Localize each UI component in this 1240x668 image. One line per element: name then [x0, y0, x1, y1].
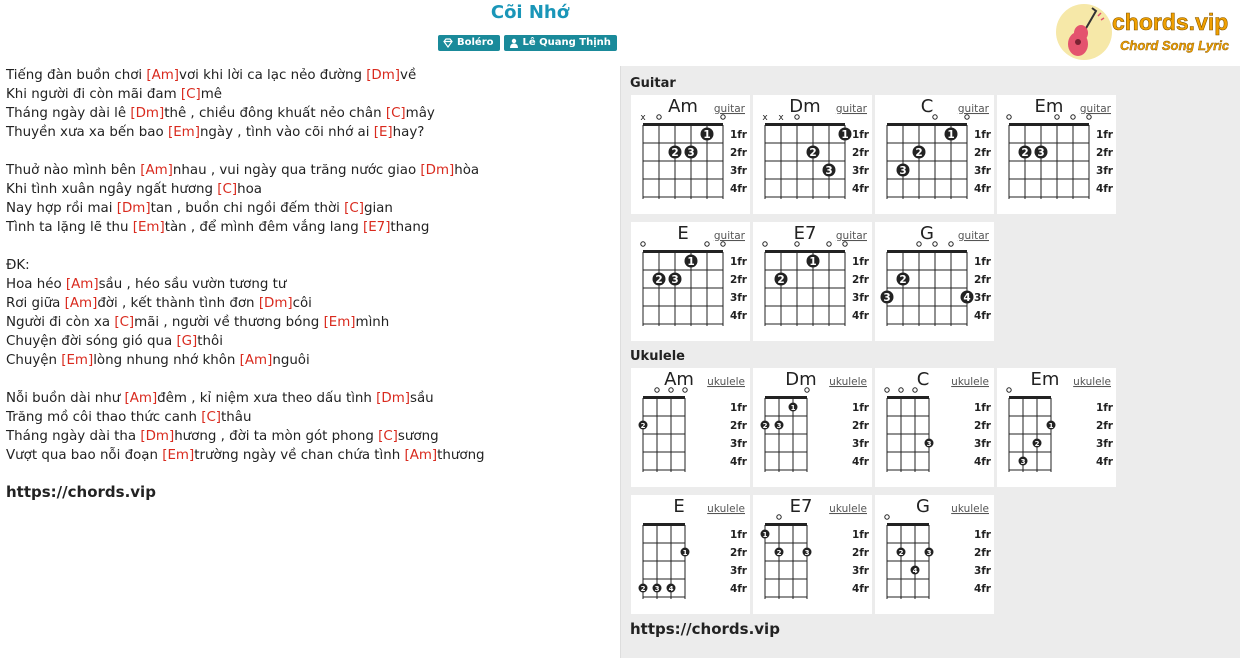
- open-string-mark: [655, 388, 659, 392]
- logo-brand: chords.vip: [1112, 9, 1229, 35]
- lyric-line: [6, 408, 612, 427]
- lyric-text: vơi khi lời ca lạc nẻo đường: [179, 68, 367, 83]
- open-string-mark: [917, 242, 921, 246]
- user-icon: [509, 38, 519, 48]
- muted-string-mark: x: [640, 113, 646, 123]
- chord-card-guitar-e7[interactable]: [753, 222, 872, 341]
- finger-number: 2: [915, 147, 923, 159]
- instrument-link: ukulele: [829, 376, 867, 388]
- lyric-text: đêm , kỉ niệm xưa theo dấu tình: [157, 391, 377, 406]
- chord-name: G: [920, 223, 934, 244]
- muted-string-mark: x: [762, 113, 768, 123]
- chord-link[interactable]: [Em]: [132, 220, 165, 235]
- chord-link[interactable]: [C]: [114, 315, 135, 330]
- lyric-text: Chuyện: [6, 353, 62, 368]
- instrument-link: ukulele: [951, 376, 989, 388]
- author-tag[interactable]: [504, 35, 617, 51]
- fret-label: 2fr: [851, 420, 869, 432]
- chord-link[interactable]: [Am]: [64, 296, 98, 311]
- lyric-line: [6, 218, 612, 237]
- lyric-text: thê , chiều đông khuất nẻo chân: [164, 106, 386, 121]
- open-string-mark: [843, 242, 847, 246]
- instrument-link: guitar: [1079, 103, 1111, 115]
- lyric-text: tan , buồn chi ngồi đếm thời: [150, 201, 345, 216]
- finger-number: 3: [825, 165, 833, 177]
- lyric-text: Nỗi buồn dài như: [6, 391, 125, 406]
- finger-number: 3: [776, 422, 782, 430]
- chord-name: Am: [668, 96, 698, 117]
- lyric-line: [6, 427, 612, 446]
- lyric-text: Tình ta lặng lẽ thu: [6, 220, 133, 235]
- fret-label: 2fr: [729, 274, 747, 286]
- fret-label: 1fr: [1095, 129, 1113, 141]
- fret-label: 1fr: [851, 402, 869, 414]
- fret-label: 3fr: [729, 165, 747, 177]
- finger-number: 3: [883, 292, 891, 304]
- finger-number: 2: [898, 549, 904, 557]
- open-string-mark: [1007, 115, 1011, 119]
- lyric-line: [6, 180, 612, 199]
- chord-link[interactable]: [C]: [217, 182, 238, 197]
- fret-label: 3fr: [973, 438, 991, 450]
- chord-name: E7: [789, 496, 813, 517]
- chord-link[interactable]: [Dm]: [258, 296, 293, 311]
- finger-number: 1: [687, 256, 695, 268]
- lyric-line: [6, 85, 612, 104]
- lyric-text: Hoa héo: [6, 277, 66, 292]
- chord-card-ukulele-e[interactable]: [631, 495, 750, 614]
- lyric-text: hay?: [392, 125, 425, 140]
- instrument-link: ukulele: [829, 503, 867, 515]
- instrument-link: guitar: [713, 230, 745, 242]
- finger-number: 2: [1034, 440, 1040, 448]
- lyrics-block: [6, 66, 612, 465]
- chord-name: Dm: [785, 369, 817, 390]
- fret-label: 2fr: [851, 547, 869, 559]
- fret-label: 1fr: [729, 129, 747, 141]
- song-tags: [438, 35, 617, 51]
- chord-card-guitar-c[interactable]: [875, 95, 994, 214]
- lyric-text: Người đi còn xa: [6, 315, 115, 330]
- lyric-text: Trăng mồ côi thao thức canh: [6, 410, 202, 425]
- chord-link[interactable]: [Am]: [140, 163, 173, 178]
- lyric-text: ĐK:: [6, 258, 30, 273]
- diamond-icon: [443, 38, 453, 48]
- finger-number: 1: [947, 129, 955, 141]
- chord-link[interactable]: [Dm]: [130, 106, 165, 121]
- chord-link[interactable]: [Am]: [124, 391, 158, 406]
- lyric-text: tàn , để mình đêm vắng lang: [164, 220, 363, 235]
- fret-label: 1fr: [973, 402, 991, 414]
- finger-number: 1: [841, 129, 849, 141]
- finger-number: 2: [899, 274, 907, 286]
- fret-label: 1fr: [729, 256, 747, 268]
- fret-label: 3fr: [729, 438, 747, 450]
- fret-label: 1fr: [973, 129, 991, 141]
- finger-number: 4: [963, 292, 971, 304]
- open-string-mark: [885, 515, 889, 519]
- finger-number: 3: [671, 274, 679, 286]
- finger-number: 3: [687, 147, 695, 159]
- lyric-text: trường ngày về chan chứa tình: [194, 448, 405, 463]
- chord-card-ukulele-e7[interactable]: [753, 495, 872, 614]
- lyric-line: [6, 313, 612, 332]
- fret-label: 1fr: [851, 129, 869, 141]
- lyric-text: thang: [390, 220, 430, 235]
- chord-link[interactable]: [Em]: [162, 448, 195, 463]
- lyric-text: đời , kết thành tình đơn: [97, 296, 259, 311]
- logo-tagline: Chord Song Lyric: [1120, 38, 1230, 53]
- lyric-text: về: [400, 68, 417, 83]
- instrument-link: guitar: [957, 230, 989, 242]
- section-label-ukulele: Ukulele: [630, 349, 686, 364]
- lyric-text: sầu: [409, 391, 434, 406]
- lyric-text: Khi tình xuân ngây ngất hương: [6, 182, 218, 197]
- open-string-mark: [721, 115, 725, 119]
- lyric-line: [6, 294, 612, 313]
- fret-label: 2fr: [851, 274, 869, 286]
- lyric-line: [6, 199, 612, 218]
- lyric-text: hương , đời ta mòn gót phong: [174, 429, 379, 444]
- fret-label: 2fr: [729, 147, 747, 159]
- chord-link[interactable]: [C]: [201, 410, 222, 425]
- chord-link[interactable]: [Am]: [404, 448, 438, 463]
- open-string-mark: [763, 242, 767, 246]
- open-string-mark: [965, 115, 969, 119]
- chord-link[interactable]: [C]: [344, 201, 364, 216]
- lyric-line: [6, 256, 612, 275]
- song-title: Cõi Nhớ: [490, 2, 570, 23]
- chord-name: C: [916, 369, 930, 390]
- finger-number: 2: [776, 549, 782, 557]
- finger-number: 1: [682, 549, 688, 557]
- lyric-text: Thuyền xưa xa bến bao: [6, 125, 168, 140]
- finger-number: 2: [1021, 147, 1029, 159]
- genre-tag[interactable]: [438, 35, 500, 51]
- fret-label: 2fr: [1095, 147, 1113, 159]
- chord-name: E: [677, 223, 689, 244]
- lyric-line: [6, 237, 612, 256]
- finger-number: 2: [640, 422, 646, 430]
- lyric-text: Rơi giữa: [6, 296, 65, 311]
- open-string-mark: [657, 115, 661, 119]
- open-string-mark: [949, 242, 953, 246]
- fret-label: 3fr: [729, 565, 747, 577]
- fret-label: 3fr: [1095, 438, 1113, 450]
- fret-label: 4fr: [729, 310, 747, 322]
- fret-label: 4fr: [1095, 456, 1113, 468]
- open-string-mark: [827, 242, 831, 246]
- chord-link[interactable]: [Dm]: [116, 201, 151, 216]
- finger-number: 4: [668, 585, 674, 593]
- fret-label: 2fr: [729, 547, 747, 559]
- lyric-line: [6, 161, 612, 180]
- lyric-text: hoa: [237, 182, 262, 197]
- open-string-mark: [913, 388, 917, 392]
- site-link-right[interactable]: https://chords.vip: [630, 620, 780, 638]
- lyric-line: [6, 66, 612, 85]
- finger-number: 3: [899, 165, 907, 177]
- chord-card-ukulele-g[interactable]: [875, 495, 994, 614]
- lyric-line: [6, 142, 612, 161]
- open-string-mark: [1087, 115, 1091, 119]
- finger-number: 2: [671, 147, 679, 159]
- open-string-mark: [721, 242, 725, 246]
- fret-label: 4fr: [973, 456, 991, 468]
- fret-label: 4fr: [729, 183, 747, 195]
- lyric-line: [6, 275, 612, 294]
- finger-number: 3: [654, 585, 660, 593]
- section-label-guitar: Guitar: [630, 76, 676, 91]
- chord-link[interactable]: [Dm]: [140, 429, 175, 444]
- lyric-text: thâu: [221, 410, 252, 425]
- finger-number: 3: [804, 549, 810, 557]
- lyric-text: mây: [405, 106, 435, 121]
- chord-card-guitar-dm[interactable]: [753, 95, 872, 214]
- lyric-text: hòa: [454, 163, 480, 178]
- fret-label: 2fr: [973, 547, 991, 559]
- fret-label: 1fr: [1095, 402, 1113, 414]
- lyric-text: nhau , vui ngày qua trăng nước giao: [172, 163, 421, 178]
- chord-name: C: [920, 96, 934, 117]
- chord-link[interactable]: [G]: [176, 334, 198, 349]
- finger-number: 3: [1020, 458, 1026, 466]
- lyric-text: Vượt qua bao nỗi đoạn: [6, 448, 163, 463]
- chord-link[interactable]: [C]: [378, 429, 398, 444]
- chord-name: E7: [793, 223, 817, 244]
- chord-card-ukulele-am[interactable]: [631, 368, 750, 487]
- finger-number: 1: [762, 531, 768, 539]
- fret-label: 1fr: [851, 256, 869, 268]
- lyric-text: lòng nhung nhớ khôn: [93, 353, 240, 368]
- chord-link[interactable]: [E]: [373, 125, 393, 140]
- chord-name: G: [916, 496, 930, 517]
- instrument-link: guitar: [835, 230, 867, 242]
- instrument-link: guitar: [957, 103, 989, 115]
- chord-card-guitar-em[interactable]: [997, 95, 1116, 214]
- chord-name: Em: [1030, 369, 1060, 390]
- instrument-link: ukulele: [951, 503, 989, 515]
- finger-number: 1: [809, 256, 817, 268]
- fret-label: 4fr: [973, 310, 991, 322]
- fret-label: 4fr: [729, 583, 747, 595]
- instrument-link: ukulele: [707, 376, 745, 388]
- fret-label: 2fr: [973, 274, 991, 286]
- fret-label: 4fr: [973, 183, 991, 195]
- chord-link[interactable]: [E7]: [362, 220, 391, 235]
- chord-card-guitar-e[interactable]: [631, 222, 750, 341]
- chord-link[interactable]: [Am]: [146, 68, 180, 83]
- chord-link[interactable]: [Em]: [167, 125, 200, 140]
- chord-card-ukulele-dm[interactable]: [753, 368, 872, 487]
- lyric-text: Nay hợp rồi mai: [6, 201, 117, 216]
- lyric-text: Khi người đi còn mãi đam: [6, 87, 181, 102]
- lyric-line: [6, 389, 612, 408]
- lyric-text: sương: [397, 429, 439, 444]
- finger-number: 3: [926, 549, 932, 557]
- chord-link[interactable]: [C]: [180, 87, 201, 102]
- fret-label: 1fr: [973, 529, 991, 541]
- finger-number: 1: [790, 404, 796, 412]
- open-string-mark: [777, 515, 781, 519]
- finger-number: 3: [1037, 147, 1045, 159]
- lyric-text: mê: [200, 87, 223, 102]
- lyric-text: sầu , héo sầu vườn tương tư: [98, 277, 287, 292]
- open-string-mark: [933, 242, 937, 246]
- fret-label: 3fr: [1095, 165, 1113, 177]
- chord-card-ukulele-em[interactable]: [997, 368, 1116, 487]
- open-string-mark: [885, 388, 889, 392]
- lyric-line: [6, 370, 612, 389]
- chord-name: Am: [664, 369, 694, 390]
- fret-label: 4fr: [851, 310, 869, 322]
- chord-card-ukulele-c[interactable]: [875, 368, 994, 487]
- chord-link[interactable]: [Am]: [65, 277, 99, 292]
- finger-number: 3: [926, 440, 932, 448]
- fret-label: 1fr: [729, 402, 747, 414]
- lyric-line: [6, 446, 612, 465]
- lyric-text: côi: [292, 296, 312, 311]
- lyric-text: nguôi: [272, 353, 310, 368]
- finger-number: 4: [912, 567, 918, 575]
- lyric-text: ngày , tình vào cõi nhớ ai: [199, 125, 374, 140]
- fret-label: 3fr: [973, 565, 991, 577]
- fret-label: 4fr: [729, 456, 747, 468]
- fret-label: 3fr: [851, 165, 869, 177]
- instrument-link: guitar: [713, 103, 745, 115]
- open-string-mark: [641, 242, 645, 246]
- chord-card-guitar-g[interactable]: [875, 222, 994, 341]
- fret-label: 4fr: [973, 583, 991, 595]
- lyric-line: [6, 351, 612, 370]
- chord-link[interactable]: [Em]: [61, 353, 94, 368]
- lyric-line: [6, 123, 612, 142]
- lyric-text: mình: [355, 315, 390, 330]
- fret-label: 3fr: [973, 165, 991, 177]
- lyric-text: mãi , người về thương bóng: [134, 315, 324, 330]
- fret-label: 2fr: [1095, 420, 1113, 432]
- site-logo[interactable]: [1054, 2, 1240, 62]
- fret-label: 3fr: [729, 292, 747, 304]
- author-tag-label: Lê Quang Thịnh: [522, 37, 611, 48]
- chord-name: Dm: [789, 96, 821, 117]
- finger-number: 2: [640, 585, 646, 593]
- lyric-text: thương: [437, 448, 485, 463]
- lyric-line: [6, 332, 612, 351]
- finger-number: 2: [809, 147, 817, 159]
- finger-number: 2: [777, 274, 785, 286]
- fret-label: 2fr: [973, 147, 991, 159]
- fret-label: 2fr: [973, 420, 991, 432]
- instrument-link: ukulele: [1073, 376, 1111, 388]
- fret-label: 4fr: [1095, 183, 1113, 195]
- finger-number: 2: [655, 274, 663, 286]
- chord-card-guitar-am[interactable]: [631, 95, 750, 214]
- fret-label: 4fr: [851, 183, 869, 195]
- fret-label: 1fr: [729, 529, 747, 541]
- finger-number: 2: [762, 422, 768, 430]
- lyric-text: Thuở nào mình bên: [6, 163, 141, 178]
- fret-label: 4fr: [851, 583, 869, 595]
- open-string-mark: [933, 115, 937, 119]
- lyric-text: thôi: [197, 334, 223, 349]
- instrument-link: guitar: [835, 103, 867, 115]
- lyric-text: Tiếng đàn buồn chơi: [6, 68, 147, 83]
- finger-number: 1: [703, 129, 711, 141]
- site-link-left[interactable]: https://chords.vip: [6, 483, 156, 501]
- chord-name: E: [673, 496, 685, 517]
- chord-name: Em: [1034, 96, 1064, 117]
- lyric-text: Chuyện đời sóng gió qua: [6, 334, 177, 349]
- fret-label: 1fr: [851, 529, 869, 541]
- fret-label: 2fr: [729, 420, 747, 432]
- lyric-text: gian: [363, 201, 393, 216]
- lyric-line: [6, 104, 612, 123]
- genre-tag-label: Boléro: [457, 37, 494, 48]
- lyric-text: Tháng ngày dài lê: [6, 106, 131, 121]
- instrument-link: ukulele: [707, 503, 745, 515]
- chord-link[interactable]: [Dm]: [420, 163, 455, 178]
- fret-label: 3fr: [851, 438, 869, 450]
- fret-label: 3fr: [973, 292, 991, 304]
- fret-label: 1fr: [973, 256, 991, 268]
- lyric-text: Tháng ngày dài tha: [6, 429, 141, 444]
- fret-label: 3fr: [851, 292, 869, 304]
- open-string-mark: [899, 388, 903, 392]
- chord-link[interactable]: [Dm]: [376, 391, 410, 406]
- chord-link[interactable]: [Am]: [239, 353, 273, 368]
- open-string-mark: [705, 242, 709, 246]
- muted-string-mark: x: [778, 113, 784, 123]
- fret-label: 4fr: [851, 456, 869, 468]
- fret-label: 3fr: [851, 565, 869, 577]
- chord-link[interactable]: [Em]: [323, 315, 356, 330]
- open-string-mark: [1071, 115, 1075, 119]
- fret-label: 2fr: [851, 147, 869, 159]
- chord-link[interactable]: [C]: [385, 106, 406, 121]
- open-string-mark: [1007, 388, 1011, 392]
- finger-number: 1: [1048, 422, 1054, 430]
- chord-link[interactable]: [Dm]: [366, 68, 401, 83]
